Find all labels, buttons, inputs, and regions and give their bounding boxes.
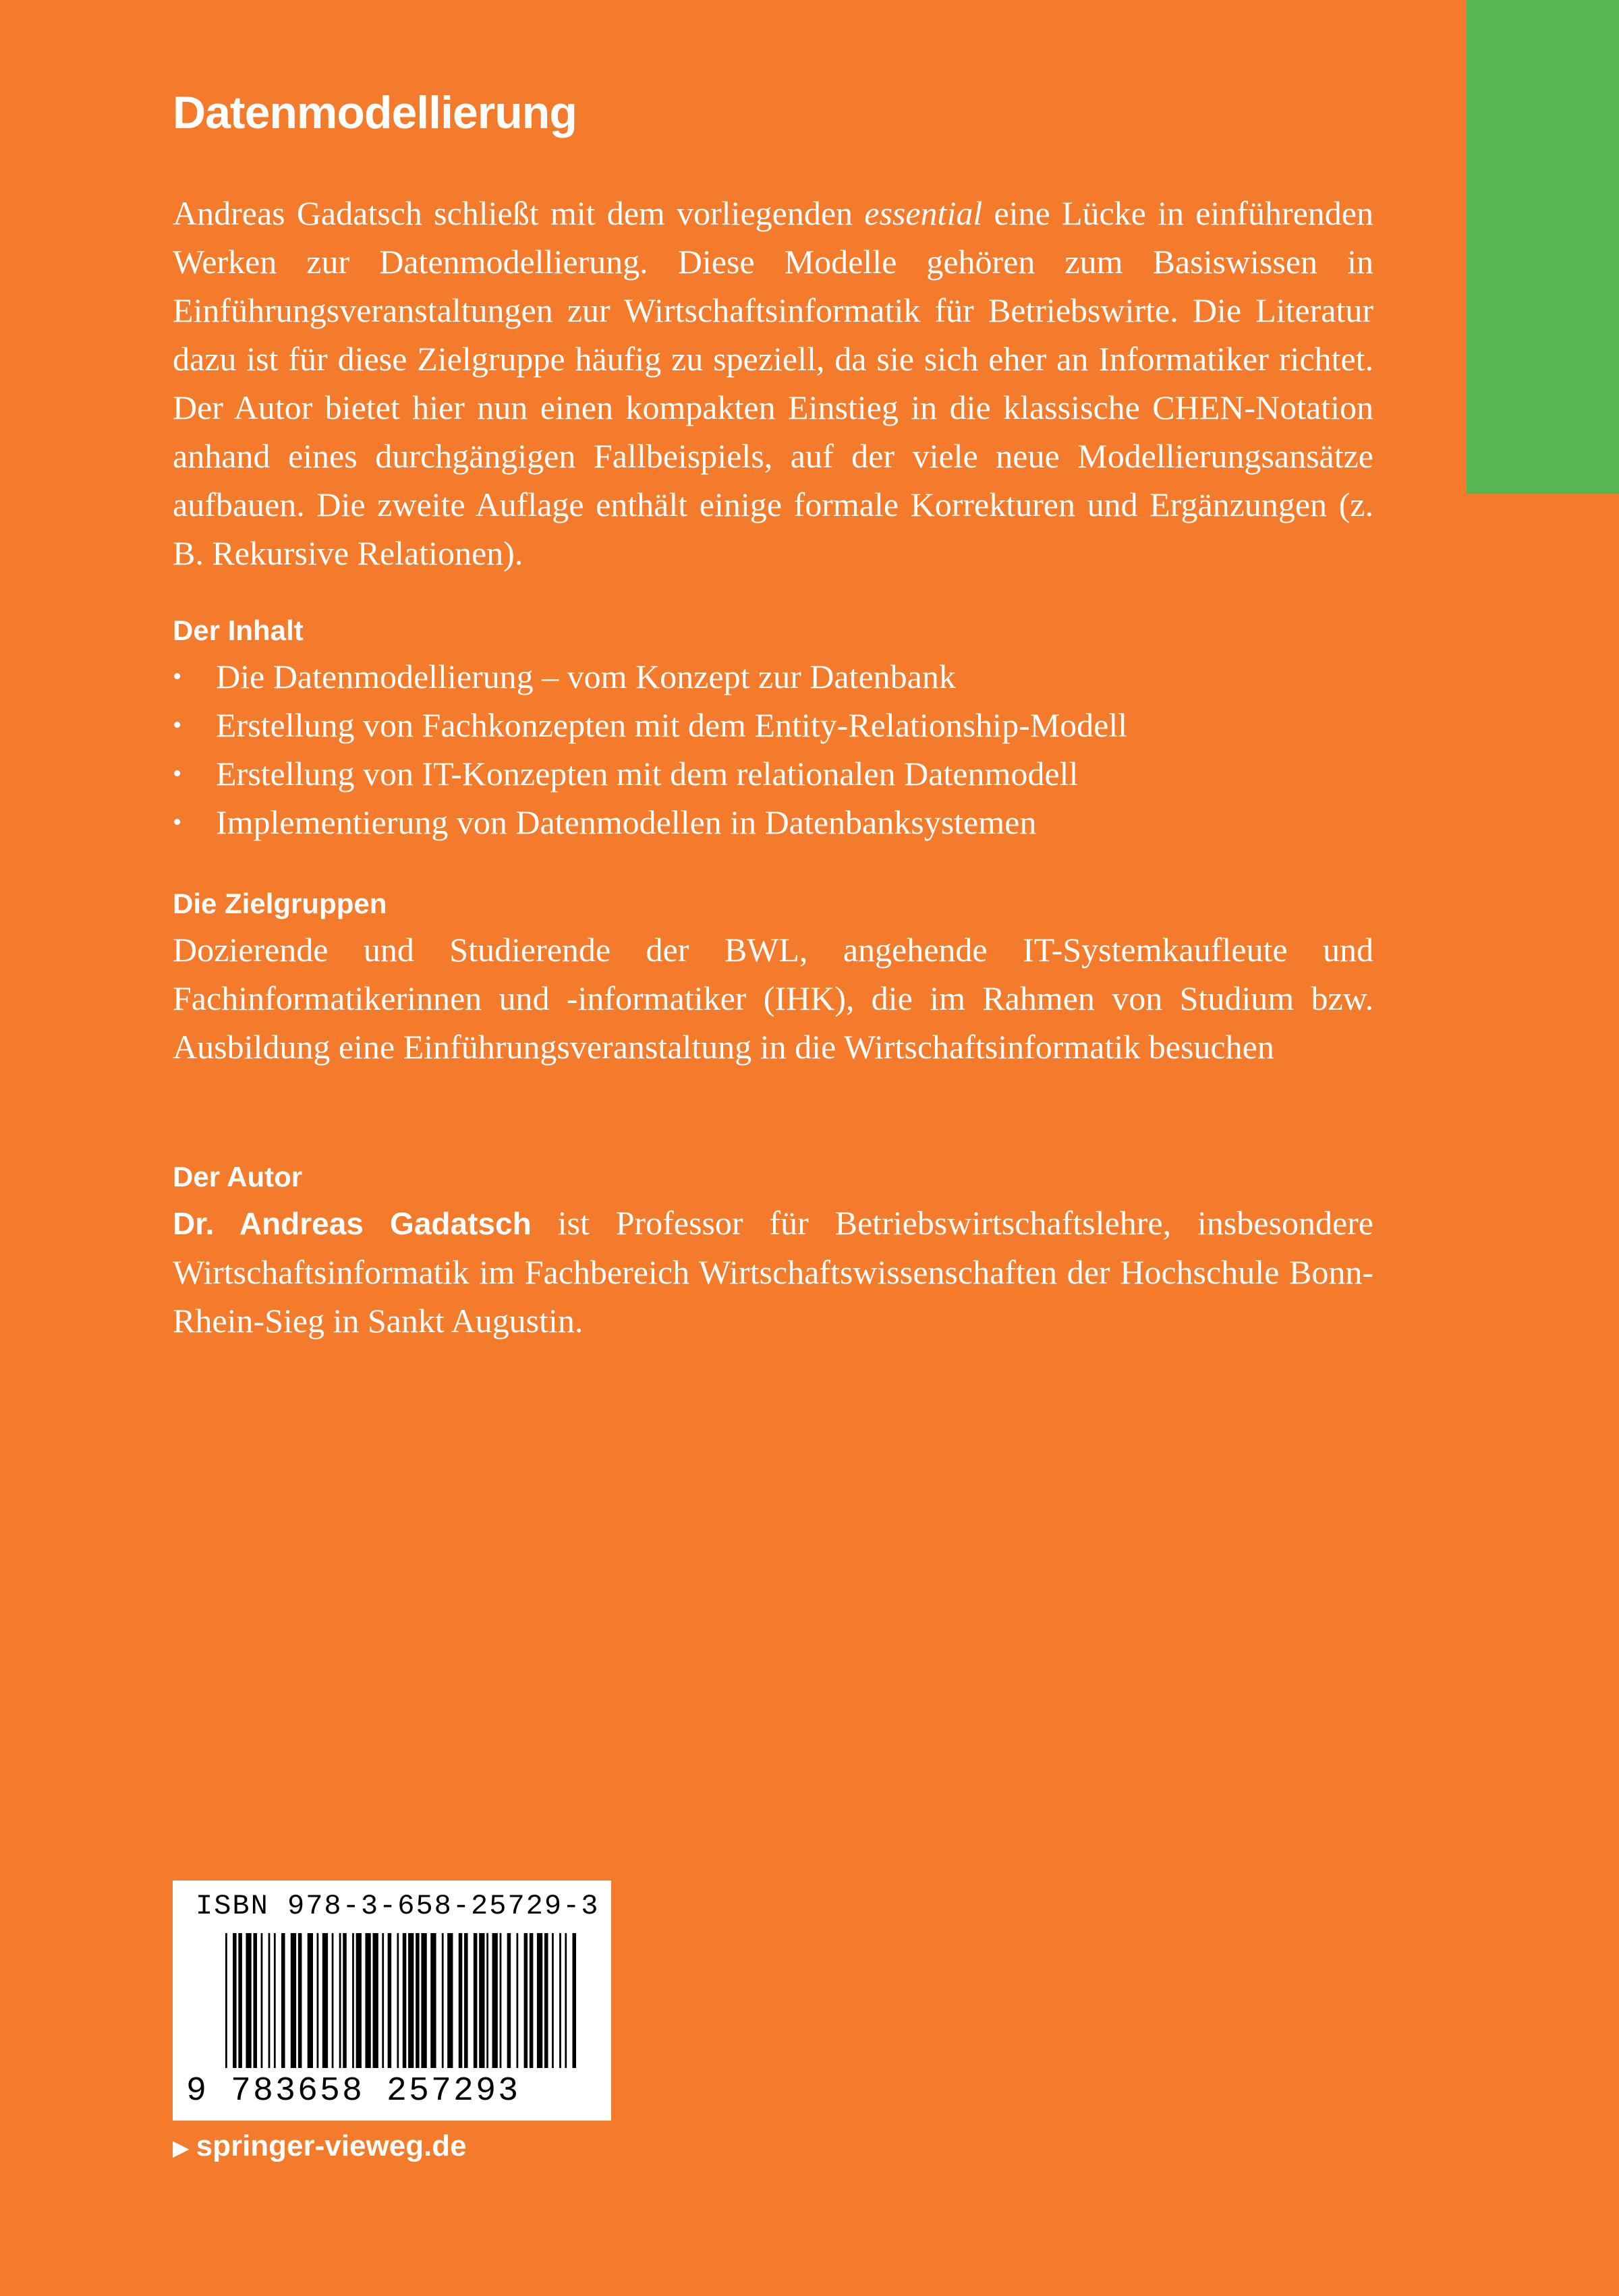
zielgruppen-text: Dozierende und Studierende der BWL, angehende IT-Systemkaufleute und Fachinformatikerinnen und -informatiker (IHK), die im Rahmen von Studium bzw. Ausbildung eine Einführungsveranstaltung in die Wirtschaftsinformatik besuchen bbox=[173, 931, 1373, 1066]
zielgruppen-heading: Die Zielgruppen bbox=[173, 888, 387, 919]
barcode-bar bbox=[421, 1933, 426, 2068]
barcode-bar bbox=[268, 1933, 271, 2068]
barcode-bar bbox=[516, 1933, 518, 2068]
barcode-bar bbox=[356, 1933, 362, 2068]
barcode-bar bbox=[388, 1933, 392, 2068]
barcode-bar bbox=[343, 1933, 347, 2068]
barcode-bar bbox=[253, 1933, 257, 2068]
author-name: Dr. Andreas Gadatsch bbox=[173, 1206, 532, 1241]
barcode-bar bbox=[365, 1933, 370, 2068]
publisher-url: springer-vieweg.de bbox=[196, 2129, 467, 2162]
list-item-text: Implementierung von Datenmodellen in Datenbanksystemen bbox=[216, 803, 1037, 841]
barcode-bar bbox=[281, 1933, 285, 2068]
inhalt-list bbox=[173, 652, 1373, 846]
barcode-bar bbox=[430, 1933, 436, 2068]
list-item bbox=[173, 652, 1373, 701]
barcode-bar bbox=[442, 1933, 444, 2068]
barcode-bar bbox=[492, 1933, 498, 2068]
bullet-icon: • bbox=[173, 759, 182, 788]
barcode-icon bbox=[225, 1933, 576, 2068]
isbn-barcode-box bbox=[173, 1881, 611, 2121]
autor-text bbox=[173, 1199, 1373, 1345]
bullet-icon: • bbox=[173, 711, 182, 739]
list-item bbox=[173, 701, 1373, 749]
barcode-bar bbox=[537, 1933, 542, 2068]
list-item-text: Erstellung von IT-Konzepten mit dem relationalen Datenmodell bbox=[216, 755, 1079, 793]
intro-text-part1: Andreas Gadatsch schließt mit dem vorliegenden bbox=[173, 194, 865, 232]
barcode-bar bbox=[308, 1933, 313, 2068]
barcode-bar bbox=[479, 1933, 484, 2068]
list-item-text: Die Datenmodellierung – vom Konzept zur Datenbank bbox=[216, 658, 956, 695]
barcode-bar bbox=[416, 1933, 420, 2068]
autor-heading: Der Autor bbox=[173, 1161, 303, 1193]
intro-emphasis: essential bbox=[864, 194, 983, 232]
barcode-digits: 9 783658 257293 bbox=[186, 2072, 521, 2111]
barcode-bar bbox=[238, 1933, 242, 2068]
author-bio: ist Professor für Betriebswirtschaftslehre, insbesondere Wirtschaftsinformatik im Fachbereich Wirtschaftswissenschaften der Hochschule Bonn-Rhein-Sieg in Sankt Augustin. bbox=[173, 1204, 1373, 1340]
barcode-bar bbox=[524, 1933, 528, 2068]
list-item bbox=[173, 749, 1373, 798]
barcode-bar bbox=[233, 1933, 237, 2068]
barcode-bar bbox=[408, 1933, 414, 2068]
barcode-bar bbox=[500, 1933, 502, 2068]
barcode-bar bbox=[225, 1933, 227, 2068]
barcode-bar bbox=[507, 1933, 511, 2068]
barcode-bar bbox=[332, 1933, 334, 2068]
barcode-bar bbox=[291, 1933, 296, 2068]
intro-paragraph bbox=[173, 189, 1373, 577]
barcode-bar bbox=[261, 1933, 263, 2068]
barcode-bar bbox=[474, 1933, 478, 2068]
bullet-icon: • bbox=[173, 662, 182, 691]
barcode-bar bbox=[382, 1933, 384, 2068]
barcode-bar bbox=[352, 1933, 354, 2068]
barcode-bar bbox=[464, 1933, 468, 2068]
isbn-label: ISBN 978-3-658-25729-3 bbox=[196, 1890, 600, 1922]
list-item bbox=[173, 798, 1373, 846]
arrow-right-icon: ▶ bbox=[173, 2135, 190, 2160]
barcode-bar bbox=[552, 1933, 554, 2068]
green-accent-bar bbox=[1467, 0, 1619, 494]
barcode-bar bbox=[447, 1933, 453, 2068]
barcode-bar bbox=[459, 1933, 463, 2068]
barcode-bar bbox=[403, 1933, 407, 2068]
book-title: Datenmodellierung bbox=[173, 87, 577, 138]
barcode-bar bbox=[246, 1933, 251, 2068]
barcode-bar bbox=[530, 1933, 534, 2068]
inhalt-heading: Der Inhalt bbox=[173, 614, 304, 646]
barcode-bar bbox=[397, 1933, 399, 2068]
barcode-bar bbox=[486, 1933, 488, 2068]
barcode-bar bbox=[339, 1933, 341, 2068]
barcode-bar bbox=[565, 1933, 567, 2068]
barcode-bar bbox=[317, 1933, 319, 2068]
bullet-icon: • bbox=[173, 808, 182, 836]
barcode-bar bbox=[559, 1933, 561, 2068]
barcode-bar bbox=[322, 1933, 328, 2068]
barcode-bar bbox=[572, 1933, 576, 2068]
intro-text-part2: eine Lücke in einführenden Werken zur Datenmodellierung. Diese Modelle gehören zum Basiswissen in Einführungsveranstaltungen zur Wirtschaftsinformatik für Betriebswirte. Die Literatur dazu ist für diese Zielgruppe häufig zu speziell, da sie sich eher an Informatiker richtet. Der Autor bietet hier nun einen kompakten Einstieg in die klassische CHEN-Notation anhand eines durchgängigen Fallbeispiels, auf der viele neue Modellierungsansätze aufbauen. Die zweite Auflage enthält einige formale Korrekturen und Ergänzungen (z. B. Rekursive Relationen). bbox=[173, 194, 1373, 572]
barcode-bar bbox=[274, 1933, 276, 2068]
publisher-link[interactable] bbox=[173, 2129, 467, 2163]
list-item-text: Erstellung von Fachkonzepten mit dem Entity-Relationship-Modell bbox=[216, 706, 1128, 744]
barcode-bar bbox=[544, 1933, 548, 2068]
barcode-bar bbox=[298, 1933, 302, 2068]
barcode-bar bbox=[373, 1933, 378, 2068]
